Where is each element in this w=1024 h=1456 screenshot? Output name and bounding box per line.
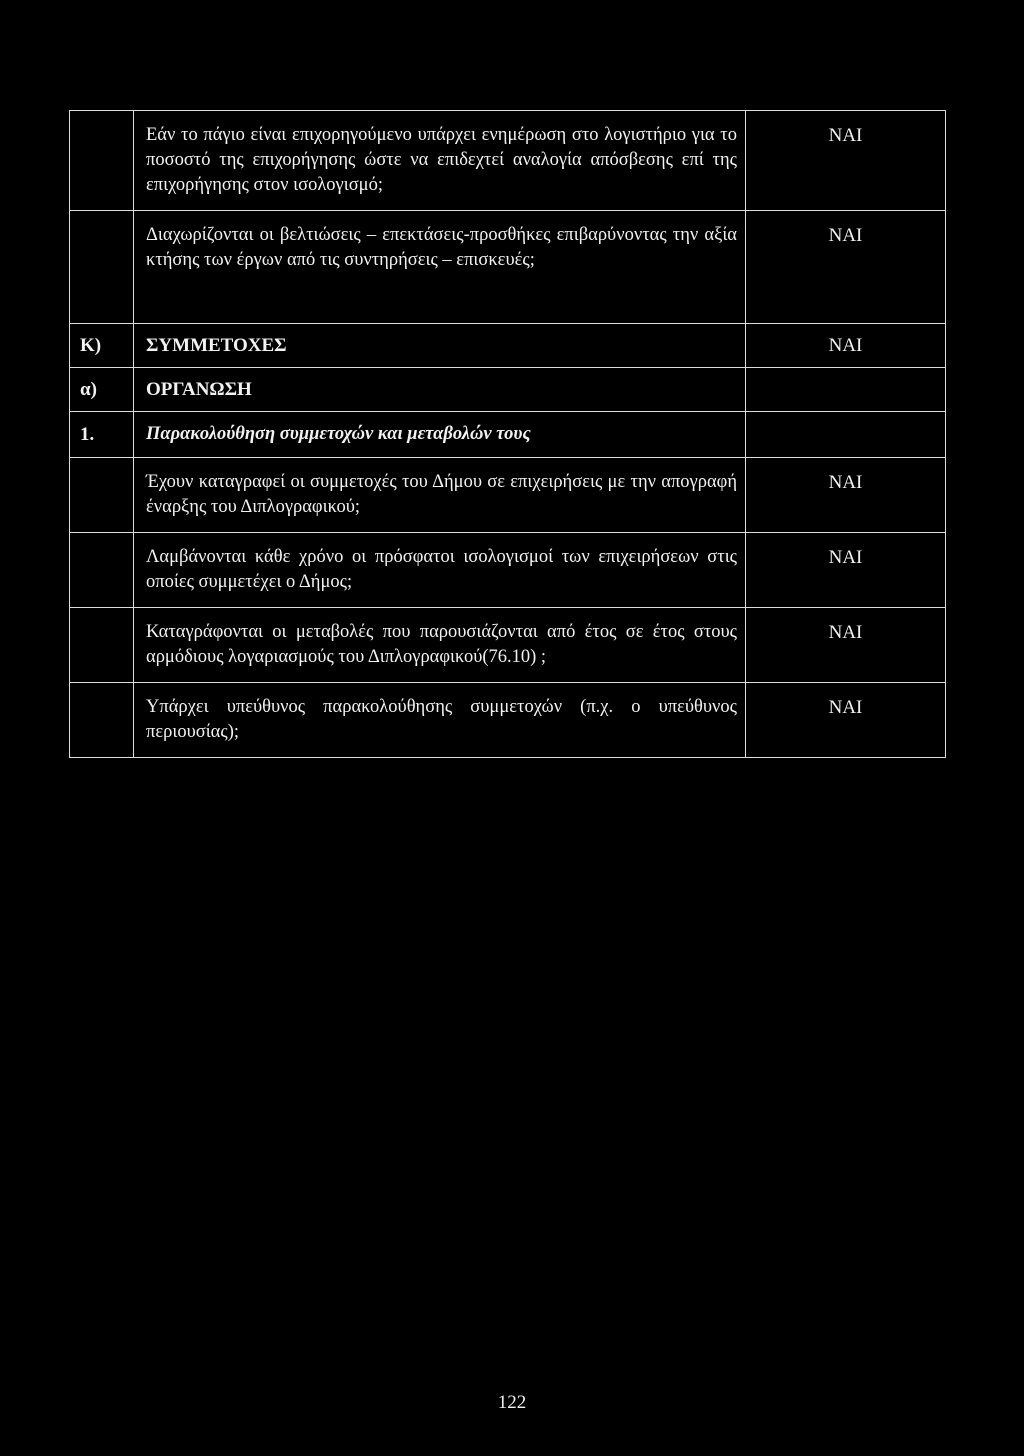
subsection-heading: ΟΡΓΑΝΩΣΗ: [134, 368, 746, 412]
question-cell: Εάν το πάγιο είναι επιχορηγούμενο υπάρχει ενημέρωση στο λογιστήριο για το ποσοστό της επιχορήγησης ώστε να επιδεχτεί αναλογία απόσβεσης επί της επιχορήγησης στον ισολογισμό;: [134, 111, 746, 211]
row-number-cell: [70, 211, 134, 324]
question-cell: Υπάρχει υπεύθυνος παρακολούθησης συμμετοχών (π.χ. ο υπεύθυνος περιουσίας);: [134, 683, 746, 758]
answer-cell: ΝΑΙ: [746, 683, 946, 758]
table-row: [70, 683, 946, 758]
section-heading: ΣΥΜΜΕΤΟΧΕΣ: [134, 324, 746, 368]
answer-cell: ΝΑΙ: [746, 458, 946, 533]
table-row: [70, 412, 946, 458]
audit-checklist-table: [69, 110, 946, 758]
answer-cell: [746, 368, 946, 412]
question-cell: Λαμβάνονται κάθε χρόνο οι πρόσφατοι ισολογισμοί των επιχειρήσεων στις οποίες συμμετέχει ο Δήμος;: [134, 533, 746, 608]
section-letter-cell: Κ): [70, 324, 134, 368]
table-row: [70, 608, 946, 683]
item-number-cell: 1.: [70, 412, 134, 458]
answer-cell: ΝΑΙ: [746, 533, 946, 608]
answer-cell: [746, 412, 946, 458]
row-number-cell: [70, 458, 134, 533]
row-number-cell: [70, 111, 134, 211]
row-number-cell: [70, 533, 134, 608]
question-cell: Έχουν καταγραφεί οι συμμετοχές του Δήμου σε επιχειρήσεις με την απογραφή έναρξης του Διπλογραφικού;: [134, 458, 746, 533]
item-heading: Παρακολούθηση συμμετοχών και μεταβολών τους: [134, 412, 746, 458]
table-row: [70, 324, 946, 368]
answer-cell: ΝΑΙ: [746, 111, 946, 211]
table-row: [70, 533, 946, 608]
answer-cell: ΝΑΙ: [746, 211, 946, 324]
table-row: [70, 111, 946, 211]
question-cell: Καταγράφονται οι μεταβολές που παρουσιάζονται από έτος σε έτος στους αρμόδιους λογαριασμούς του Διπλογραφικού(76.10) ;: [134, 608, 746, 683]
row-number-cell: [70, 683, 134, 758]
row-number-cell: [70, 608, 134, 683]
page-number: 122: [497, 1392, 527, 1413]
question-cell: Διαχωρίζονται οι βελτιώσεις – επεκτάσεις-προσθήκες επιβαρύνοντας την αξία κτήσης των έργων από τις συντηρήσεις – επισκευές;: [134, 211, 746, 324]
answer-cell: ΝΑΙ: [746, 608, 946, 683]
table-row: [70, 368, 946, 412]
answer-cell: ΝΑΙ: [746, 324, 946, 368]
subsection-letter-cell: α): [70, 368, 134, 412]
table-row: [70, 211, 946, 324]
table-row: [70, 458, 946, 533]
